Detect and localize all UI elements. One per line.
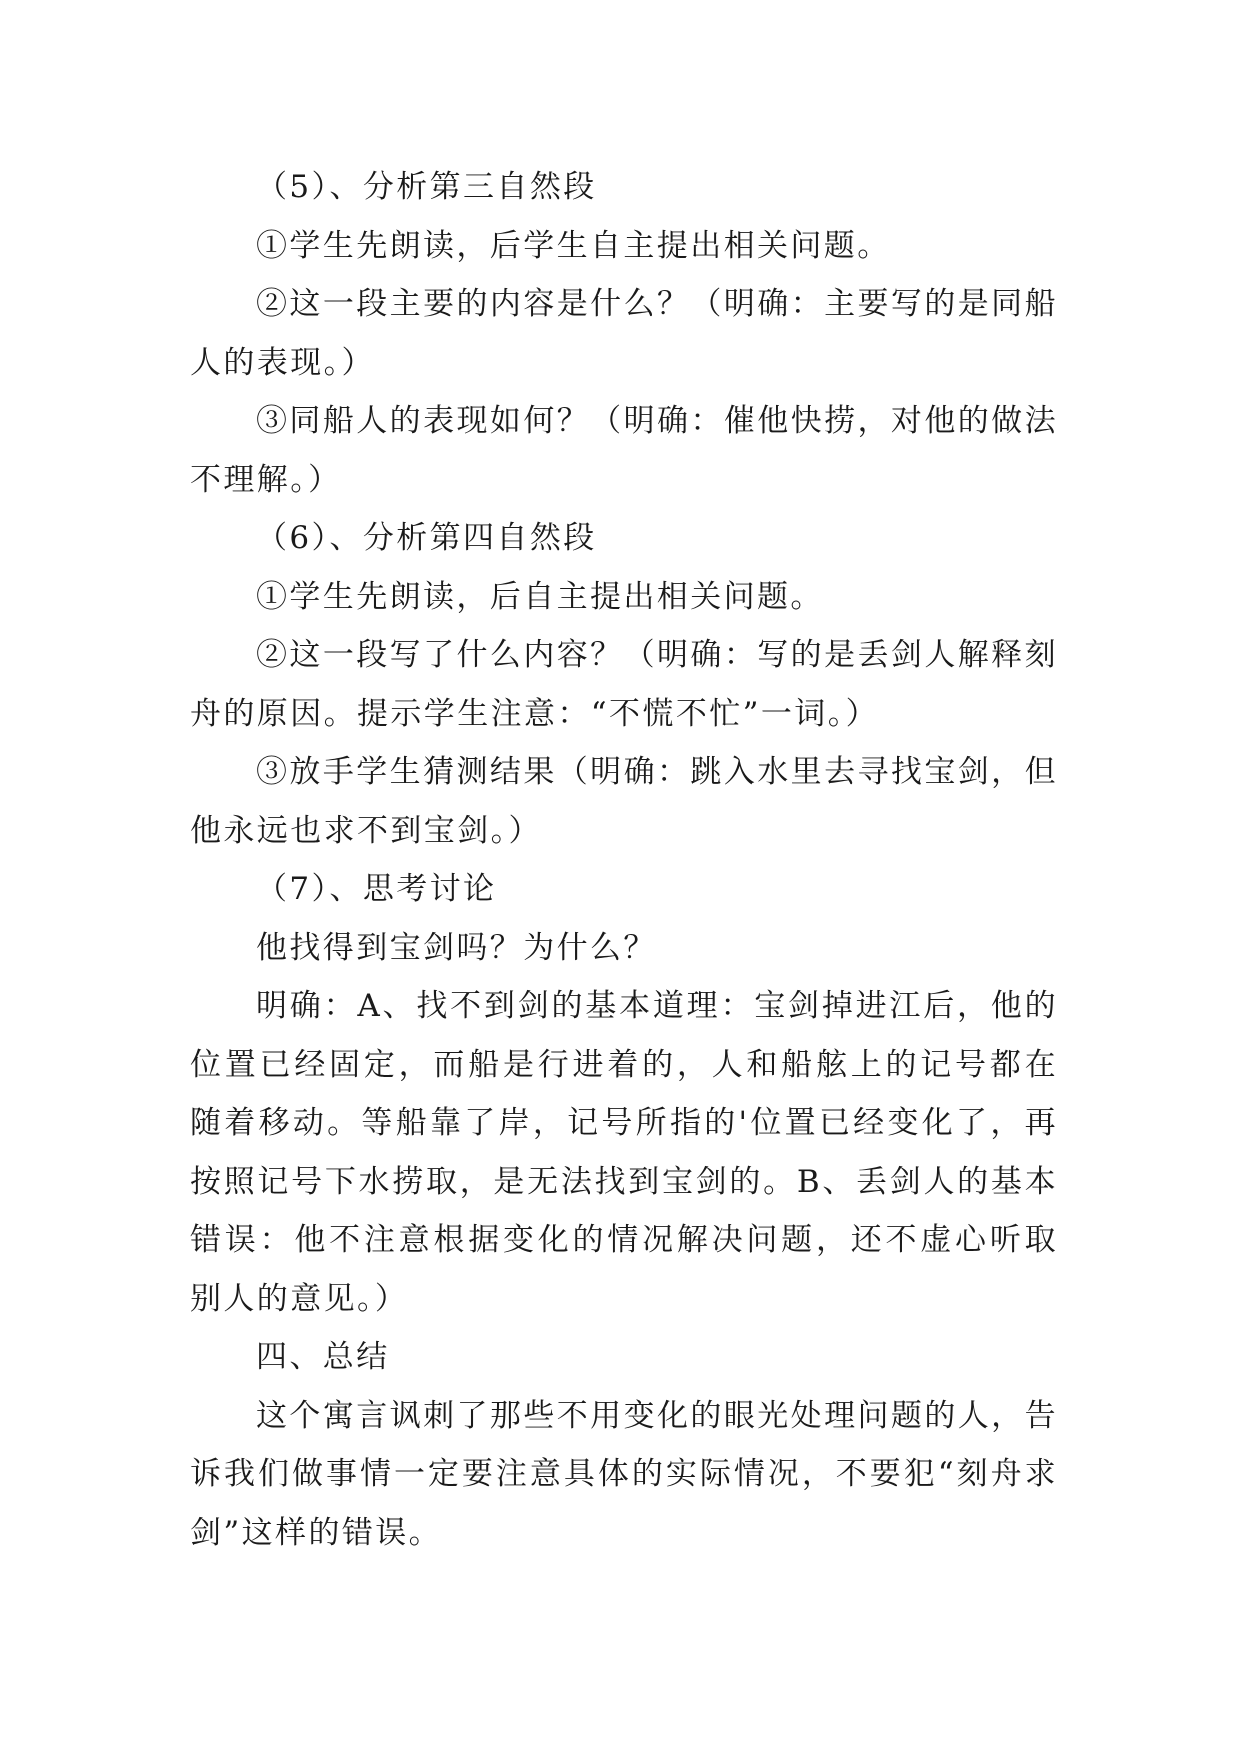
document-body xyxy=(190,158,1058,1562)
discussion-question: 他找得到宝剑吗？为什么？ xyxy=(256,929,657,966)
heading-discussion: （7）、思考讨论 xyxy=(256,871,497,907)
question-boat-people: ③同船人的表现如何？（明确：催他快捞，对他的做法不理解。） xyxy=(190,403,1058,498)
question-what-written: ②这一段写了什么内容？（明确：写的是丢剑人解释刻舟的原因。提示学生注意：“不慌不忙”一词。） xyxy=(190,637,1058,732)
step-read-aloud-2: ①学生先朗读，后自主提出相关问题。 xyxy=(256,578,824,615)
step-guess-result: ③放手学生猜测结果（明确：跳入水里去寻找宝剑，但他永远也求不到宝剑。） xyxy=(190,754,1058,849)
heading-analysis-paragraph-4: （6）、分析第四自然段 xyxy=(256,520,597,556)
question-main-content: ②这一段主要的内容是什么？（明确：主要写的是同船人的表现。） xyxy=(190,286,1058,381)
step-read-aloud: ①学生先朗读，后学生自主提出相关问题。 xyxy=(256,227,891,264)
discussion-answer: 明确：A、找不到剑的基本道理：宝剑掉进江后，他的位置已经固定，而船是行进着的，人和船舷上的记号都在随着移动。等船靠了岸，记号所指的'位置已经变化了，再按照记号下水捞取，是无法找到宝剑的。B、丢剑人的基本错误：他不注意根据变化的情况解决问题，还不虚心听取别人的意见。） xyxy=(190,988,1058,1317)
heading-summary: 四、总结 xyxy=(256,1339,390,1375)
summary-text: 这个寓言讽刺了那些不用变化的眼光处理问题的人，告诉我们做事情一定要注意具体的实际情况，不要犯“刻舟求剑”这样的错误。 xyxy=(190,1397,1058,1551)
heading-analysis-paragraph-3: （5）、分析第三自然段 xyxy=(256,169,597,205)
